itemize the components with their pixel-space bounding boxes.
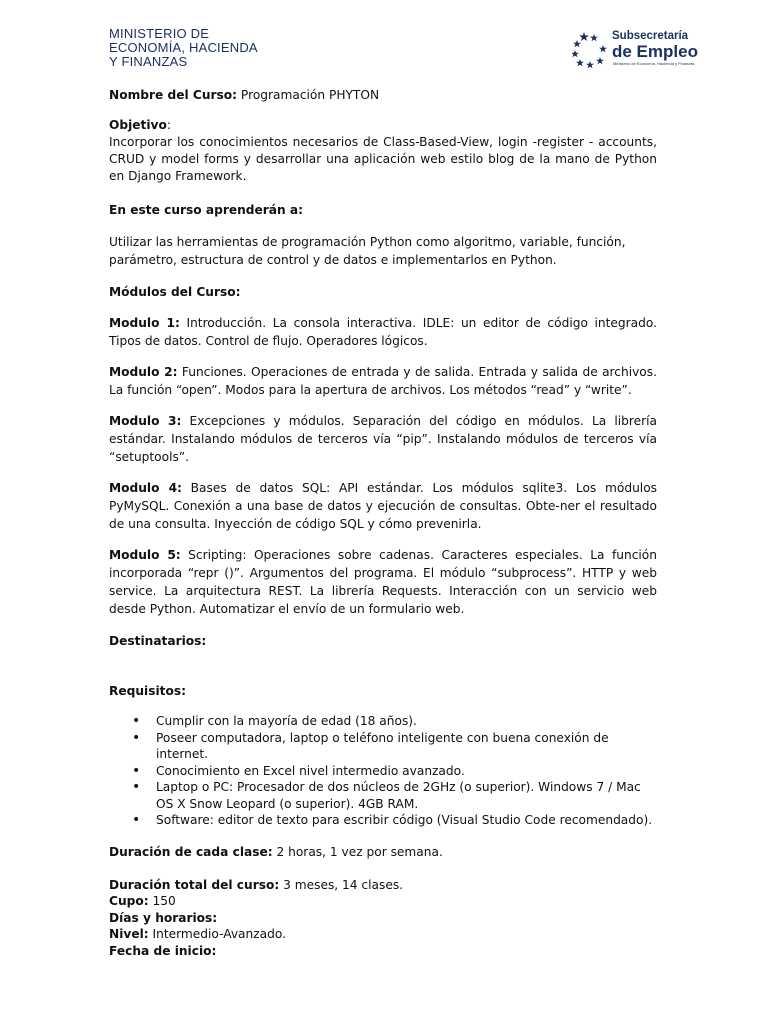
module-4-text: Bases de datos SQL: API estándar. Los módulos sqlite3. Los módulos PyMySQL. Conexión a una base de datos y ejecución de consultas. Obte-ner el resultado de una consulta. Inyección de código SQL y cómo prevenirla. xyxy=(109,481,657,531)
module-1-label: Modulo 1: xyxy=(109,316,180,330)
objective-colon: : xyxy=(166,118,171,132)
module-5-label: Modulo 5: xyxy=(109,548,181,562)
learn-heading xyxy=(109,201,657,219)
level-value: Intermedio-Avanzado. xyxy=(148,927,286,941)
schedule xyxy=(109,910,657,927)
recipients-heading xyxy=(109,632,657,650)
level xyxy=(109,926,657,943)
recipients-label: Destinatarios: xyxy=(109,634,207,648)
modules-heading-label: Módulos del Curso: xyxy=(109,285,241,299)
course-name xyxy=(109,86,657,104)
list-item: • Poseer computadora, laptop o teléfono inteligente con buena conexión de internet. xyxy=(156,730,657,763)
class-duration-value: 2 horas, 1 vez por semana. xyxy=(272,844,443,859)
module-5-text: Scripting: Operaciones sobre cadenas. Caracteres especiales. La función incorporada “repr ()”. Argumentos del programa. El módulo “subprocess”. HTTP y web service. La arquitectura REST. La librería Requests. Interacción con un servicio web desde Python. Automatizar el envío de un formulario web. xyxy=(109,548,657,616)
class-duration xyxy=(109,843,657,861)
module-1-text: Introducción. La consola interactiva. IDLE: un editor de código integrado. Tipos de datos. Control de flujo. Operadores lógicos. xyxy=(109,316,657,348)
stars-emblem-icon xyxy=(572,30,612,70)
module-2 xyxy=(109,363,657,399)
module-2-label: Modulo 2: xyxy=(109,365,178,379)
quota-label: Cupo: xyxy=(109,894,149,908)
subsecretaria-label: Subsecretaría xyxy=(612,30,689,42)
course-content xyxy=(109,86,657,959)
quota-value: 150 xyxy=(148,894,176,908)
course-name-label: Nombre del Curso: xyxy=(109,88,238,102)
requirements-label: Requisitos: xyxy=(109,684,186,698)
start-date-label: Fecha de inicio: xyxy=(109,943,217,958)
total-duration xyxy=(109,877,657,894)
quota xyxy=(109,893,657,910)
de-empleo-label: de Empleo xyxy=(612,42,698,61)
list-item: • Software: editor de texto para escribir código (Visual Studio Code recomendado). xyxy=(156,812,657,829)
total-duration-label: Duración total del curso: xyxy=(109,877,280,892)
learn-text: Utilizar las herramientas de programación Python como algoritmo, variable, función, parámetro, estructura de control y de datos e implementarlos en Python. xyxy=(109,235,626,267)
ministry-small-label: Ministerio de Economía, Hacienda y Finanzas xyxy=(613,61,695,66)
requirements-list xyxy=(109,713,657,829)
list-item: • Cumplir con la mayoría de edad (18 años). xyxy=(156,713,657,730)
course-name-value: Programación PHYTON xyxy=(237,88,380,102)
objective-heading xyxy=(109,116,657,134)
module-2-text: Funciones. Operaciones de entrada y de salida. Entrada y salida de archivos. La función “open”. Modos para la apertura de archivos. Los métodos “read” y “write”. xyxy=(109,365,657,397)
module-5 xyxy=(109,546,657,618)
total-duration-value: 3 meses, 14 clases. xyxy=(279,877,404,892)
objective-text: Incorporar los conocimientos necesarios de Class-Based-View, login -register - accounts, CRUD y model forms y desarrollar una aplicación web estilo blog de la mano de Python en Django Framework. xyxy=(109,135,657,183)
learn-heading-label: En este curso aprenderán a: xyxy=(109,203,304,217)
list-item: • Laptop o PC: Procesador de dos núcleos de 2GHz (o superior). Windows 7 / Mac OS X Snow Leopard (o superior). 4GB RAM. xyxy=(156,779,657,812)
ministry-logo-line-1: MINISTERIO DE xyxy=(109,26,210,41)
requirements-heading xyxy=(109,682,657,700)
ministry-logo xyxy=(109,27,258,69)
list-item: • Conocimiento en Excel nivel intermedio avanzado. xyxy=(156,763,657,780)
module-3 xyxy=(109,412,657,466)
start-date xyxy=(109,943,657,960)
ministry-logo-line-2: ECONOMÍA, HACIENDA xyxy=(109,40,258,55)
ministry-logo-line-3: Y FINANZAS xyxy=(109,54,188,69)
objective-label: Objetivo xyxy=(109,118,167,132)
module-1 xyxy=(109,314,657,350)
subsecretaria-logo xyxy=(572,28,702,70)
module-4-label: Modulo 4: xyxy=(109,481,182,495)
module-3-label: Modulo 3: xyxy=(109,414,182,428)
class-duration-label: Duración de cada clase: xyxy=(109,844,273,859)
module-3-text: Excepciones y módulos. Separación del código en módulos. La librería estándar. Instalando módulos de terceros vía “pip”. Instalando módulos de terceros vía “setuptools”. xyxy=(109,414,657,464)
level-label: Nivel: xyxy=(109,927,149,941)
module-4 xyxy=(109,479,657,533)
schedule-label: Días y horarios: xyxy=(109,910,218,925)
modules-heading xyxy=(109,283,657,301)
